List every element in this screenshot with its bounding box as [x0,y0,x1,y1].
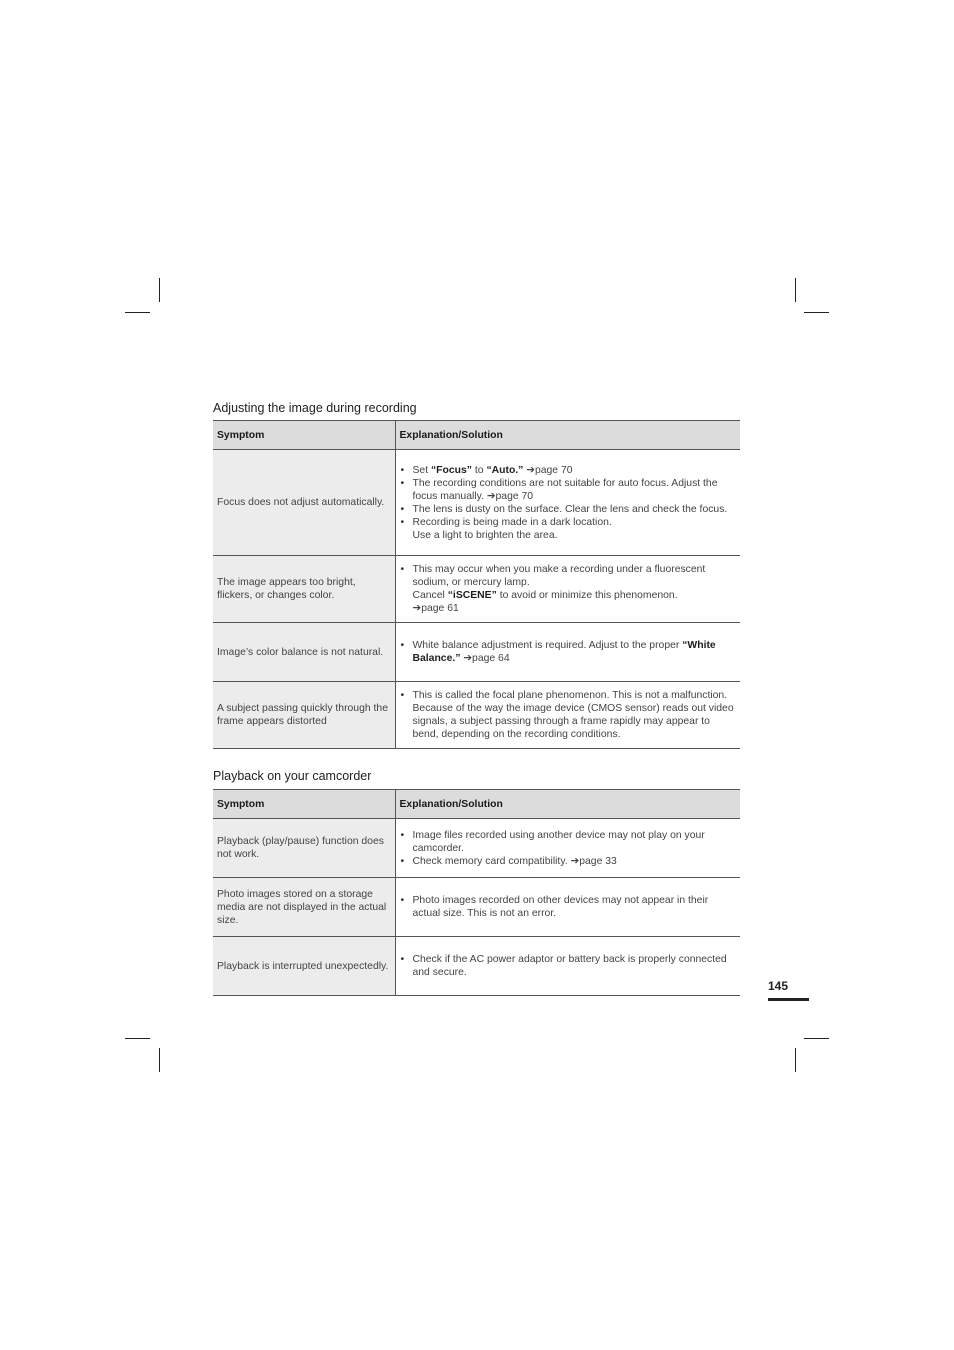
symptom-cell: Playback (play/pause) function does not work. [213,819,395,878]
symptom-cell: Photo images stored on a storage media are not displayed in the actual size. [213,878,395,937]
symptom-header: Symptom [213,790,395,819]
solution-cell [395,450,740,556]
solution-cell [395,623,740,682]
table-row [213,937,740,996]
section-title-playback: Playback on your camcorder [213,769,372,783]
table-row [213,450,740,556]
table-header-row [213,790,740,819]
solution-cell [395,937,740,996]
page-number: 145 [768,979,789,993]
page-reference: ➔page 61 [412,603,459,614]
page-reference: ➔page 33 [570,855,617,867]
table-row [213,623,740,682]
crop-mark [795,1048,796,1072]
crop-mark [159,1048,160,1072]
solution-cell [395,878,740,937]
symptom-cell: A subject passing quickly through the frame appears distorted [213,682,395,749]
symptom-cell: The image appears too bright, flickers, or changes color. [213,556,395,623]
list-item: • The recording conditions are not suitable for auto focus. Adjust the focus manually. ➔page 70 [400,477,737,503]
symptom-cell: Playback is interrupted unexpectedly. [213,937,395,996]
list-item: • Image files recorded using another device may not play on your camcorder. [400,829,737,855]
crop-mark [159,278,160,302]
list-item: • Recording is being made in a dark location. Use a light to brighten the area. [400,516,737,542]
solution-cell [395,819,740,878]
page-reference: ➔page 70 [486,490,534,502]
symptom-header: Symptom [213,421,395,450]
crop-mark [125,1038,150,1039]
solution-header: Explanation/Solution [395,790,740,819]
section-title-adjusting: Adjusting the image during recording [213,401,417,415]
crop-mark [795,278,796,302]
page-reference: ➔page 70 [526,464,573,476]
list-item: • The lens is dusty on the surface. Clear the lens and check the focus. [400,503,737,516]
solution-cell [395,682,740,749]
solution-header: Explanation/Solution [395,421,740,450]
list-item: • White balance adjustment is required. Adjust to the proper “White Balance.” ➔page 64 [400,639,737,665]
list-item: • This is called the focal plane phenomenon. This is not a malfunction. Because of the way the image device (CMOS sensor) reads out video signals, a subject passing through a frame rapidly may appear to bend, depending on the recording conditions. [400,689,737,741]
crop-mark [804,312,829,313]
table-row [213,819,740,878]
table-row [213,878,740,937]
crop-mark [804,1038,829,1039]
list-item: • Check memory card compatibility. ➔page 33 [400,855,737,868]
list-item: • Check if the AC power adaptor or battery back is properly connected and secure. [400,953,737,979]
list-item: • Set “Focus” to “Auto.” ➔page 70 [400,464,737,477]
troubleshooting-table-recording [213,420,740,749]
symptom-cell: Focus does not adjust automatically. [213,450,395,556]
list-item: • This may occur when you make a recording under a fluorescent sodium, or mercury lamp. Cancel “iSCENE” to avoid or minimize this phenomenon. ➔page 61 [400,563,737,615]
table-row [213,682,740,749]
troubleshooting-table-playback [213,789,740,996]
table-row [213,556,740,623]
page-number-underline [768,998,809,1001]
page-reference: ➔page 64 [463,653,510,664]
symptom-cell: Image’s color balance is not natural. [213,623,395,682]
table-header-row [213,421,740,450]
crop-mark [125,312,150,313]
solution-cell [395,556,740,623]
list-item: • Photo images recorded on other devices may not appear in their actual size. This is not an error. [400,894,737,920]
